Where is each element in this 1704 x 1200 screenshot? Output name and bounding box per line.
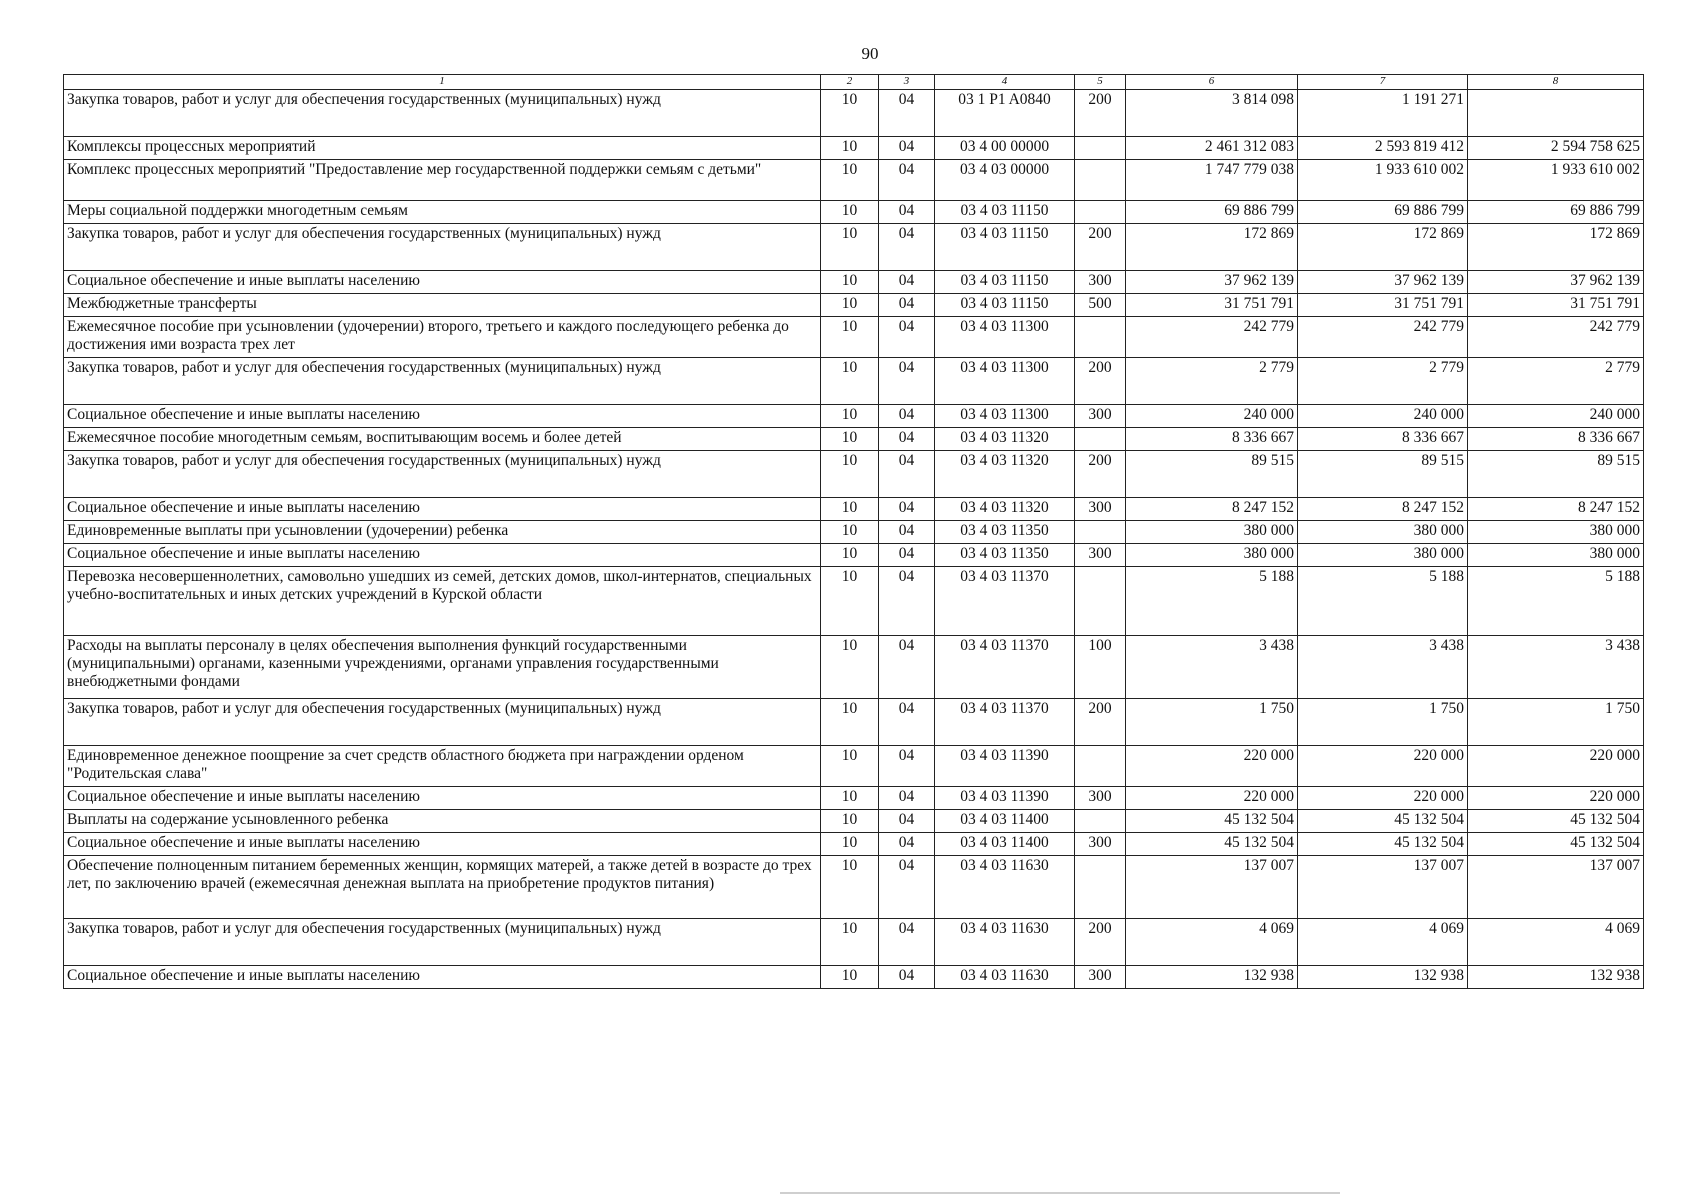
cell-amount-col7: 2 779 bbox=[1298, 358, 1468, 405]
cell-amount-col7: 380 000 bbox=[1298, 521, 1468, 544]
cell-name: Закупка товаров, работ и услуг для обеспечения государственных (муниципальных) нужд bbox=[64, 90, 821, 137]
cell-subsection: 04 bbox=[879, 498, 935, 521]
cell-name: Социальное обеспечение и иные выплаты населению bbox=[64, 271, 821, 294]
cell-amount-col6: 4 069 bbox=[1126, 919, 1298, 966]
cell-expense-type: 300 bbox=[1075, 498, 1126, 521]
cell-subsection: 04 bbox=[879, 137, 935, 160]
cell-amount-col8: 240 000 bbox=[1468, 405, 1644, 428]
cell-amount-col7: 8 247 152 bbox=[1298, 498, 1468, 521]
cell-amount-col7: 69 886 799 bbox=[1298, 201, 1468, 224]
table-row bbox=[64, 544, 1644, 567]
cell-target-article: 03 4 03 11150 bbox=[935, 224, 1075, 271]
cell-amount-col8: 45 132 504 bbox=[1468, 810, 1644, 833]
cell-name: Закупка товаров, работ и услуг для обеспечения государственных (муниципальных) нужд bbox=[64, 919, 821, 966]
header-col-7: 7 bbox=[1298, 75, 1468, 90]
table-row bbox=[64, 856, 1644, 919]
table-row bbox=[64, 567, 1644, 636]
table-row bbox=[64, 160, 1644, 201]
table-row bbox=[64, 294, 1644, 317]
cell-target-article: 03 4 03 11320 bbox=[935, 428, 1075, 451]
cell-target-article: 03 4 03 11630 bbox=[935, 966, 1075, 989]
cell-target-article: 03 4 03 11150 bbox=[935, 201, 1075, 224]
cell-amount-col8: 172 869 bbox=[1468, 224, 1644, 271]
cell-amount-col6: 380 000 bbox=[1126, 521, 1298, 544]
cell-expense-type: 500 bbox=[1075, 294, 1126, 317]
cell-section: 10 bbox=[821, 833, 879, 856]
cell-target-article: 03 4 03 11370 bbox=[935, 699, 1075, 746]
cell-amount-col7: 5 188 bbox=[1298, 567, 1468, 636]
cell-amount-col7: 220 000 bbox=[1298, 746, 1468, 787]
cell-expense-type: 200 bbox=[1075, 358, 1126, 405]
cell-section: 10 bbox=[821, 919, 879, 966]
cell-subsection: 04 bbox=[879, 919, 935, 966]
cell-expense-type: 300 bbox=[1075, 544, 1126, 567]
cell-target-article: 03 4 03 11350 bbox=[935, 544, 1075, 567]
cell-expense-type: 200 bbox=[1075, 90, 1126, 137]
cell-amount-col8: 2 594 758 625 bbox=[1468, 137, 1644, 160]
cell-name: Комплекс процессных мероприятий "Предоставление мер государственной поддержки семьям с детьми" bbox=[64, 160, 821, 201]
cell-section: 10 bbox=[821, 746, 879, 787]
cell-amount-col8: 132 938 bbox=[1468, 966, 1644, 989]
cell-expense-type: 200 bbox=[1075, 451, 1126, 498]
cell-amount-col8: 37 962 139 bbox=[1468, 271, 1644, 294]
table-row bbox=[64, 919, 1644, 966]
table-row bbox=[64, 224, 1644, 271]
cell-amount-col6: 8 336 667 bbox=[1126, 428, 1298, 451]
table-row bbox=[64, 966, 1644, 989]
cell-amount-col6: 380 000 bbox=[1126, 544, 1298, 567]
cell-target-article: 03 4 00 00000 bbox=[935, 137, 1075, 160]
cell-amount-col6: 45 132 504 bbox=[1126, 833, 1298, 856]
cell-expense-type bbox=[1075, 746, 1126, 787]
cell-section: 10 bbox=[821, 224, 879, 271]
cell-name: Единовременные выплаты при усыновлении (удочерении) ребенка bbox=[64, 521, 821, 544]
cell-section: 10 bbox=[821, 317, 879, 358]
table-row bbox=[64, 137, 1644, 160]
cell-expense-type bbox=[1075, 137, 1126, 160]
cell-amount-col7: 1 750 bbox=[1298, 699, 1468, 746]
cell-subsection: 04 bbox=[879, 544, 935, 567]
cell-expense-type: 300 bbox=[1075, 787, 1126, 810]
cell-amount-col6: 2 779 bbox=[1126, 358, 1298, 405]
cell-amount-col7: 172 869 bbox=[1298, 224, 1468, 271]
cell-name: Обеспечение полноценным питанием беременных женщин, кормящих матерей, а также детей в возрасте до трех лет, по заключению врачей (ежемесячная денежная выплата на приобретение продуктов питания) bbox=[64, 856, 821, 919]
table-row bbox=[64, 833, 1644, 856]
cell-name: Закупка товаров, работ и услуг для обеспечения государственных (муниципальных) нужд bbox=[64, 358, 821, 405]
cell-subsection: 04 bbox=[879, 451, 935, 498]
cell-name: Единовременное денежное поощрение за счет средств областного бюджета при награждении орденом "Родительская слава" bbox=[64, 746, 821, 787]
cell-expense-type bbox=[1075, 810, 1126, 833]
table-row bbox=[64, 498, 1644, 521]
cell-name: Социальное обеспечение и иные выплаты населению bbox=[64, 544, 821, 567]
cell-amount-col6: 172 869 bbox=[1126, 224, 1298, 271]
cell-subsection: 04 bbox=[879, 833, 935, 856]
cell-expense-type bbox=[1075, 521, 1126, 544]
cell-amount-col6: 1 747 779 038 bbox=[1126, 160, 1298, 201]
cell-subsection: 04 bbox=[879, 201, 935, 224]
cell-expense-type bbox=[1075, 317, 1126, 358]
table-row bbox=[64, 787, 1644, 810]
cell-amount-col8: 69 886 799 bbox=[1468, 201, 1644, 224]
cell-target-article: 03 4 03 11320 bbox=[935, 498, 1075, 521]
cell-amount-col6: 8 247 152 bbox=[1126, 498, 1298, 521]
cell-name: Закупка товаров, работ и услуг для обеспечения государственных (муниципальных) нужд bbox=[64, 224, 821, 271]
cell-amount-col8: 8 247 152 bbox=[1468, 498, 1644, 521]
cell-amount-col7: 220 000 bbox=[1298, 787, 1468, 810]
cell-amount-col7: 1 191 271 bbox=[1298, 90, 1468, 137]
cell-section: 10 bbox=[821, 90, 879, 137]
cell-section: 10 bbox=[821, 787, 879, 810]
cell-subsection: 04 bbox=[879, 405, 935, 428]
bottom-rule bbox=[780, 1192, 1340, 1194]
cell-section: 10 bbox=[821, 294, 879, 317]
cell-expense-type: 100 bbox=[1075, 636, 1126, 699]
cell-subsection: 04 bbox=[879, 160, 935, 201]
cell-amount-col8 bbox=[1468, 90, 1644, 137]
header-col-3: 3 bbox=[879, 75, 935, 90]
cell-subsection: 04 bbox=[879, 521, 935, 544]
cell-subsection: 04 bbox=[879, 317, 935, 358]
cell-amount-col7: 242 779 bbox=[1298, 317, 1468, 358]
cell-amount-col7: 4 069 bbox=[1298, 919, 1468, 966]
cell-section: 10 bbox=[821, 451, 879, 498]
cell-name: Социальное обеспечение и иные выплаты населению bbox=[64, 787, 821, 810]
cell-name: Социальное обеспечение и иные выплаты населению bbox=[64, 966, 821, 989]
cell-amount-col7: 240 000 bbox=[1298, 405, 1468, 428]
cell-name: Перевозка несовершеннолетних, самовольно ушедших из семей, детских домов, школ-интернатов, специальных учебно-воспитательных и иных детских учреждений в Курской области bbox=[64, 567, 821, 636]
cell-target-article: 03 4 03 11320 bbox=[935, 451, 1075, 498]
cell-amount-col6: 31 751 791 bbox=[1126, 294, 1298, 317]
table-row bbox=[64, 271, 1644, 294]
table-row bbox=[64, 746, 1644, 787]
cell-section: 10 bbox=[821, 358, 879, 405]
cell-amount-col8: 31 751 791 bbox=[1468, 294, 1644, 317]
cell-amount-col6: 5 188 bbox=[1126, 567, 1298, 636]
header-row bbox=[64, 75, 1644, 90]
cell-subsection: 04 bbox=[879, 699, 935, 746]
cell-section: 10 bbox=[821, 636, 879, 699]
cell-name: Выплаты на содержание усыновленного ребенка bbox=[64, 810, 821, 833]
cell-expense-type bbox=[1075, 856, 1126, 919]
cell-name: Социальное обеспечение и иные выплаты населению bbox=[64, 498, 821, 521]
cell-name: Комплексы процессных мероприятий bbox=[64, 137, 821, 160]
cell-amount-col8: 220 000 bbox=[1468, 746, 1644, 787]
table-row bbox=[64, 90, 1644, 137]
cell-name: Межбюджетные трансферты bbox=[64, 294, 821, 317]
header-col-1: 1 bbox=[64, 75, 821, 90]
cell-name: Социальное обеспечение и иные выплаты населению bbox=[64, 405, 821, 428]
cell-section: 10 bbox=[821, 810, 879, 833]
header-col-8: 8 bbox=[1468, 75, 1644, 90]
cell-amount-col7: 132 938 bbox=[1298, 966, 1468, 989]
cell-target-article: 03 4 03 11630 bbox=[935, 856, 1075, 919]
cell-expense-type: 200 bbox=[1075, 919, 1126, 966]
header-col-6: 6 bbox=[1126, 75, 1298, 90]
cell-amount-col8: 220 000 bbox=[1468, 787, 1644, 810]
budget-table bbox=[63, 74, 1644, 989]
cell-amount-col8: 1 933 610 002 bbox=[1468, 160, 1644, 201]
cell-amount-col7: 31 751 791 bbox=[1298, 294, 1468, 317]
cell-target-article: 03 4 03 11390 bbox=[935, 787, 1075, 810]
cell-subsection: 04 bbox=[879, 294, 935, 317]
cell-amount-col6: 132 938 bbox=[1126, 966, 1298, 989]
cell-subsection: 04 bbox=[879, 428, 935, 451]
cell-target-article: 03 4 03 11300 bbox=[935, 358, 1075, 405]
cell-amount-col6: 3 438 bbox=[1126, 636, 1298, 699]
cell-amount-col6: 1 750 bbox=[1126, 699, 1298, 746]
cell-expense-type: 300 bbox=[1075, 271, 1126, 294]
cell-amount-col7: 45 132 504 bbox=[1298, 833, 1468, 856]
header-col-2: 2 bbox=[821, 75, 879, 90]
cell-amount-col8: 242 779 bbox=[1468, 317, 1644, 358]
cell-section: 10 bbox=[821, 405, 879, 428]
cell-section: 10 bbox=[821, 856, 879, 919]
cell-amount-col7: 45 132 504 bbox=[1298, 810, 1468, 833]
cell-amount-col8: 380 000 bbox=[1468, 521, 1644, 544]
cell-expense-type: 200 bbox=[1075, 224, 1126, 271]
cell-expense-type: 300 bbox=[1075, 966, 1126, 989]
cell-amount-col7: 37 962 139 bbox=[1298, 271, 1468, 294]
table-row bbox=[64, 521, 1644, 544]
table-row bbox=[64, 451, 1644, 498]
cell-amount-col7: 380 000 bbox=[1298, 544, 1468, 567]
cell-name: Закупка товаров, работ и услуг для обеспечения государственных (муниципальных) нужд bbox=[64, 699, 821, 746]
cell-amount-col6: 242 779 bbox=[1126, 317, 1298, 358]
cell-subsection: 04 bbox=[879, 787, 935, 810]
cell-amount-col6: 69 886 799 bbox=[1126, 201, 1298, 224]
cell-target-article: 03 1 P1 A0840 bbox=[935, 90, 1075, 137]
cell-target-article: 03 4 03 11300 bbox=[935, 317, 1075, 358]
cell-subsection: 04 bbox=[879, 224, 935, 271]
cell-section: 10 bbox=[821, 544, 879, 567]
cell-amount-col7: 1 933 610 002 bbox=[1298, 160, 1468, 201]
cell-amount-col7: 2 593 819 412 bbox=[1298, 137, 1468, 160]
cell-amount-col8: 1 750 bbox=[1468, 699, 1644, 746]
cell-section: 10 bbox=[821, 160, 879, 201]
cell-target-article: 03 4 03 11370 bbox=[935, 567, 1075, 636]
cell-name: Закупка товаров, работ и услуг для обеспечения государственных (муниципальных) нужд bbox=[64, 451, 821, 498]
cell-target-article: 03 4 03 11300 bbox=[935, 405, 1075, 428]
cell-section: 10 bbox=[821, 498, 879, 521]
cell-target-article: 03 4 03 11630 bbox=[935, 919, 1075, 966]
cell-section: 10 bbox=[821, 567, 879, 636]
cell-subsection: 04 bbox=[879, 966, 935, 989]
table-row bbox=[64, 201, 1644, 224]
cell-amount-col8: 5 188 bbox=[1468, 567, 1644, 636]
cell-target-article: 03 4 03 11400 bbox=[935, 833, 1075, 856]
cell-amount-col6: 89 515 bbox=[1126, 451, 1298, 498]
cell-section: 10 bbox=[821, 137, 879, 160]
cell-subsection: 04 bbox=[879, 856, 935, 919]
cell-amount-col8: 3 438 bbox=[1468, 636, 1644, 699]
cell-amount-col7: 8 336 667 bbox=[1298, 428, 1468, 451]
table-row bbox=[64, 810, 1644, 833]
cell-amount-col8: 4 069 bbox=[1468, 919, 1644, 966]
cell-amount-col8: 2 779 bbox=[1468, 358, 1644, 405]
cell-name: Меры социальной поддержки многодетным семьям bbox=[64, 201, 821, 224]
cell-target-article: 03 4 03 00000 bbox=[935, 160, 1075, 201]
cell-expense-type: 300 bbox=[1075, 833, 1126, 856]
cell-subsection: 04 bbox=[879, 271, 935, 294]
cell-target-article: 03 4 03 11400 bbox=[935, 810, 1075, 833]
cell-amount-col6: 3 814 098 bbox=[1126, 90, 1298, 137]
cell-amount-col6: 2 461 312 083 bbox=[1126, 137, 1298, 160]
cell-section: 10 bbox=[821, 699, 879, 746]
cell-target-article: 03 4 03 11350 bbox=[935, 521, 1075, 544]
cell-subsection: 04 bbox=[879, 567, 935, 636]
cell-expense-type bbox=[1075, 428, 1126, 451]
cell-amount-col8: 89 515 bbox=[1468, 451, 1644, 498]
cell-amount-col6: 220 000 bbox=[1126, 787, 1298, 810]
cell-section: 10 bbox=[821, 521, 879, 544]
cell-subsection: 04 bbox=[879, 90, 935, 137]
cell-subsection: 04 bbox=[879, 358, 935, 405]
cell-section: 10 bbox=[821, 428, 879, 451]
cell-section: 10 bbox=[821, 201, 879, 224]
cell-expense-type: 200 bbox=[1075, 699, 1126, 746]
cell-target-article: 03 4 03 11390 bbox=[935, 746, 1075, 787]
cell-name: Ежемесячное пособие многодетным семьям, воспитывающим восемь и более детей bbox=[64, 428, 821, 451]
cell-expense-type bbox=[1075, 160, 1126, 201]
cell-name: Расходы на выплаты персоналу в целях обеспечения выполнения функций государственными (муниципальными) органами, казенными учреждениями, органами управления государственными внебюджетными фондами bbox=[64, 636, 821, 699]
cell-target-article: 03 4 03 11150 bbox=[935, 271, 1075, 294]
cell-amount-col7: 137 007 bbox=[1298, 856, 1468, 919]
cell-amount-col6: 137 007 bbox=[1126, 856, 1298, 919]
cell-amount-col6: 37 962 139 bbox=[1126, 271, 1298, 294]
cell-amount-col8: 45 132 504 bbox=[1468, 833, 1644, 856]
header-col-5: 5 bbox=[1075, 75, 1126, 90]
table-row bbox=[64, 636, 1644, 699]
cell-amount-col6: 220 000 bbox=[1126, 746, 1298, 787]
table-row bbox=[64, 358, 1644, 405]
cell-amount-col8: 137 007 bbox=[1468, 856, 1644, 919]
cell-target-article: 03 4 03 11370 bbox=[935, 636, 1075, 699]
cell-subsection: 04 bbox=[879, 746, 935, 787]
cell-section: 10 bbox=[821, 966, 879, 989]
cell-amount-col7: 3 438 bbox=[1298, 636, 1468, 699]
cell-target-article: 03 4 03 11150 bbox=[935, 294, 1075, 317]
cell-expense-type bbox=[1075, 567, 1126, 636]
cell-amount-col7: 89 515 bbox=[1298, 451, 1468, 498]
page-number: 90 bbox=[861, 44, 879, 63]
header-col-4: 4 bbox=[935, 75, 1075, 90]
table-row bbox=[64, 428, 1644, 451]
cell-amount-col6: 240 000 bbox=[1126, 405, 1298, 428]
table-row bbox=[64, 317, 1644, 358]
cell-amount-col8: 380 000 bbox=[1468, 544, 1644, 567]
cell-name: Социальное обеспечение и иные выплаты населению bbox=[64, 833, 821, 856]
cell-amount-col6: 45 132 504 bbox=[1126, 810, 1298, 833]
cell-amount-col8: 8 336 667 bbox=[1468, 428, 1644, 451]
cell-subsection: 04 bbox=[879, 810, 935, 833]
cell-subsection: 04 bbox=[879, 636, 935, 699]
table-row bbox=[64, 699, 1644, 746]
cell-section: 10 bbox=[821, 271, 879, 294]
cell-expense-type bbox=[1075, 201, 1126, 224]
cell-name: Ежемесячное пособие при усыновлении (удочерении) второго, третьего и каждого последующего ребенка до достижения ими возраста трех лет bbox=[64, 317, 821, 358]
cell-expense-type: 300 bbox=[1075, 405, 1126, 428]
table-row bbox=[64, 405, 1644, 428]
